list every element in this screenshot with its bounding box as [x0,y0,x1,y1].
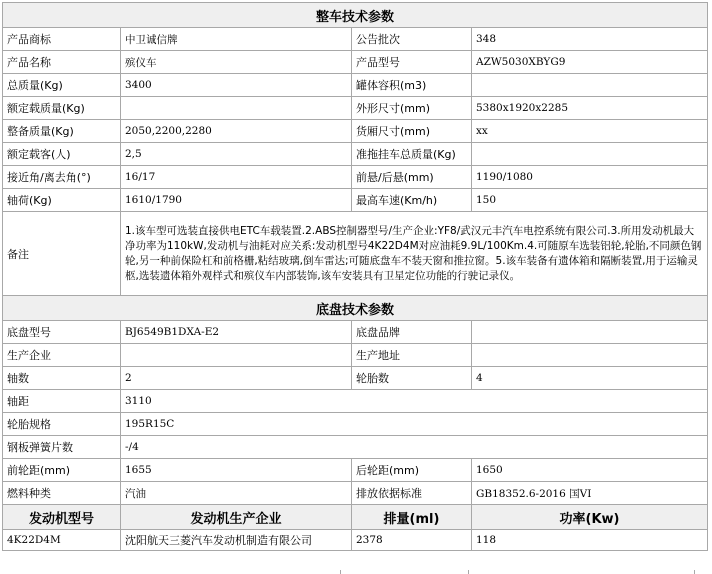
value [472,344,708,367]
label: 生产地址 [352,344,472,367]
value: 2,5 [121,143,352,166]
table-row [3,74,708,97]
value: 殡仪车 [121,51,352,74]
table-divider [468,570,469,574]
table-row [3,120,708,143]
value: xx [472,120,708,143]
displacement: 2378 [352,530,472,551]
table-row [3,344,708,367]
value: 5380x1920x2285 [472,97,708,120]
value: 1610/1790 [121,189,352,212]
table-row [3,390,708,413]
label: 额定载客(人) [3,143,121,166]
vehicle-section-title: 整车技术参数 [3,3,708,28]
label: 轮胎规格 [3,413,121,436]
value: 4 [472,367,708,390]
label: 轴荷(Kg) [3,189,121,212]
chassis-section-title: 底盘技术参数 [3,296,708,321]
label: 货厢尺寸(mm) [352,120,472,143]
value: AZW5030XBYG9 [472,51,708,74]
label: 轴数 [3,367,121,390]
label: 产品商标 [3,28,121,51]
value: 中卫诚信牌 [121,28,352,51]
power: 118 [472,530,708,551]
displacement-header: 排量(ml) [352,505,472,530]
value: 195R15C [121,413,708,436]
table-row [3,530,708,551]
table-row [3,51,708,74]
label: 前悬/后悬(mm) [352,166,472,189]
table-row [3,413,708,436]
value [121,344,352,367]
remarks-text: 1.该车型可选装直接供电ETC车载装置.2.ABS控制器型号/生产企业:YF8/武汉元丰汽车电控系统有限公司.3.所用发动机最大净功率为110kW,发动机与油耗对应关系:发动机型号4K22D4M对应油耗9.9L/100Km.4.可随原车选装铝轮,轮胎,不同颜色钢轮,另一种前保险杠和前格栅,粘结玻璃,倒车雷达;可随底盘车不装天窗和推拉窗。5.该车装备有遗体箱和隔断装置,用于运输灵柩,选装遗体箱外观样式和殡仪车内部装饰,该车安装具有卫星定位功能的行驶记录仪。 [121,212,708,296]
label: 燃料种类 [3,482,121,505]
label: 轴距 [3,390,121,413]
label: 最高车速(Km/h) [352,189,472,212]
chassis-section-header [3,296,708,321]
value: 2 [121,367,352,390]
table-row [3,143,708,166]
value: -/4 [121,436,708,459]
label: 准拖挂车总质量(Kg) [352,143,472,166]
table-row [3,97,708,120]
label: 产品名称 [3,51,121,74]
table-row [3,482,708,505]
remarks-row [3,212,708,296]
value: 16/17 [121,166,352,189]
value: 汽油 [121,482,352,505]
label: 钢板弹簧片数 [3,436,121,459]
value: 2050,2200,2280 [121,120,352,143]
label: 外形尺寸(mm) [352,97,472,120]
value: 150 [472,189,708,212]
label: 接近角/离去角(°) [3,166,121,189]
table-row [3,367,708,390]
label: 生产企业 [3,344,121,367]
label: 总质量(Kg) [3,74,121,97]
table-row [3,189,708,212]
engine-maker: 沈阳航天三菱汽车发动机制造有限公司 [121,530,352,551]
remarks-label: 备注 [3,212,121,296]
label: 轮胎数 [352,367,472,390]
value: 348 [472,28,708,51]
value: 1655 [121,459,352,482]
value: 3400 [121,74,352,97]
table-divider [340,570,341,574]
value [472,143,708,166]
label: 额定载质量(Kg) [3,97,121,120]
engine-header-row [3,505,708,530]
value [121,97,352,120]
value: 3110 [121,390,708,413]
value: BJ6549B1DXA-E2 [121,321,352,344]
table-row [3,436,708,459]
power-header: 功率(Kw) [472,505,708,530]
label: 整备质量(Kg) [3,120,121,143]
label: 前轮距(mm) [3,459,121,482]
label: 公告批次 [352,28,472,51]
spec-table [2,2,708,551]
label: 底盘品牌 [352,321,472,344]
engine-maker-header: 发动机生产企业 [121,505,352,530]
value [472,74,708,97]
engine-model: 4K22D4M [3,530,121,551]
label: 后轮距(mm) [352,459,472,482]
table-divider [694,570,695,574]
table-row [3,28,708,51]
label: 排放依据标准 [352,482,472,505]
table-row [3,321,708,344]
table-row [3,459,708,482]
table-row [3,166,708,189]
value: 1190/1080 [472,166,708,189]
engine-model-header: 发动机型号 [3,505,121,530]
value: 1650 [472,459,708,482]
value [472,321,708,344]
vehicle-section-header [3,3,708,28]
label: 产品型号 [352,51,472,74]
value: GB18352.6-2016 国VI [472,482,708,505]
label: 罐体容积(m3) [352,74,472,97]
label: 底盘型号 [3,321,121,344]
